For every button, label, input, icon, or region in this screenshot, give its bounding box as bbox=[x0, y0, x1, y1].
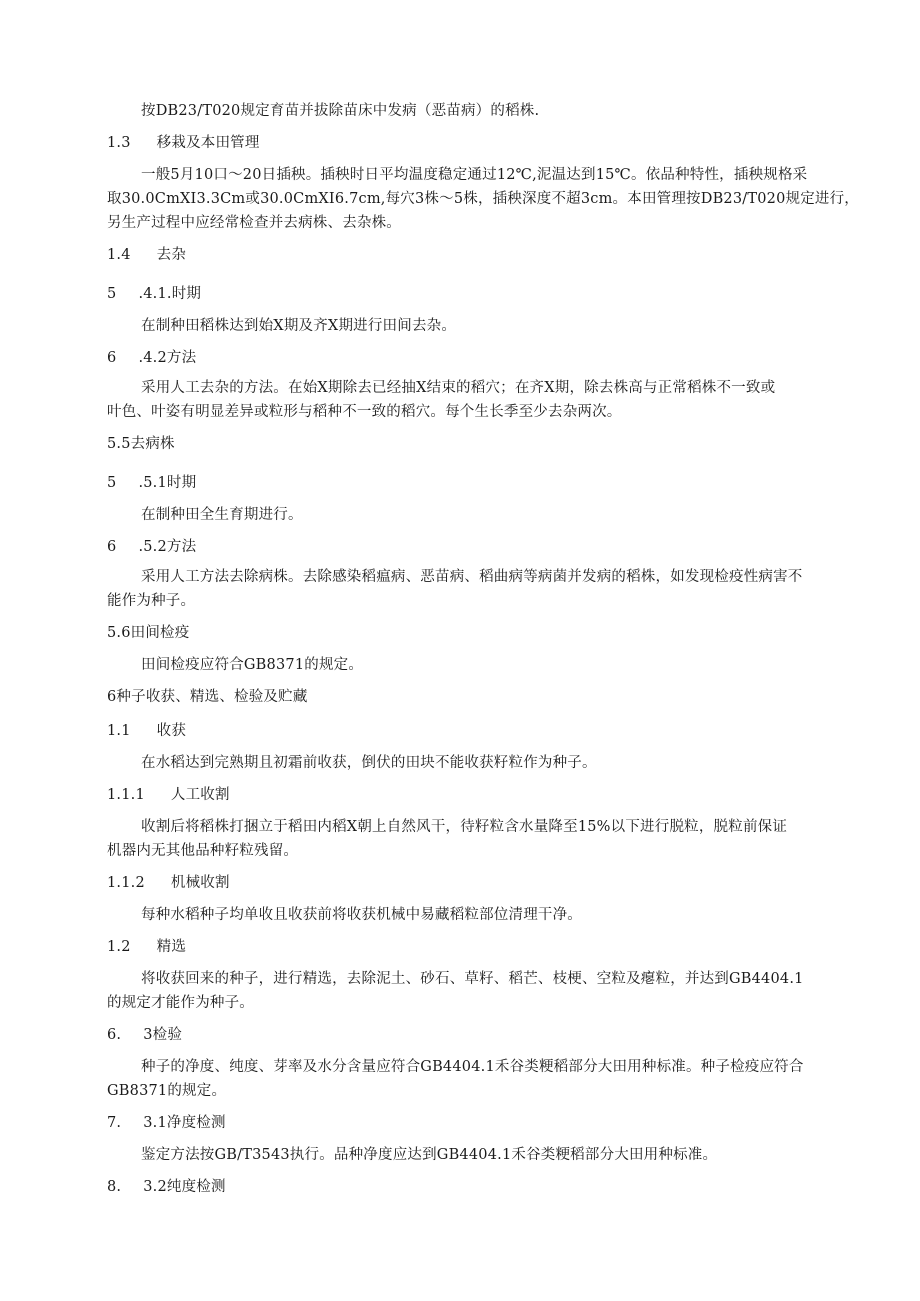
section-title: .4.2方法 bbox=[138, 350, 197, 366]
section-title: 移栽及本田管理 bbox=[156, 135, 260, 151]
paragraph-1-2-line-2: 的规定才能作为种子。 bbox=[107, 995, 254, 1011]
section-heading-5-2 bbox=[107, 537, 196, 557]
paragraph-1-1-1-line-1: 收割后将稻株打捆立于稻田内稻X朝上自然风干，待籽粒含水量降至15%以下进行脱粒，脱粒前保证 bbox=[141, 819, 788, 835]
section-heading-5-6: 5.6田间检疫 bbox=[107, 625, 190, 641]
section-heading-4-2 bbox=[107, 348, 196, 368]
section-number: 1.3 bbox=[107, 135, 131, 151]
paragraph-5-2-line-1: 采用人工方法去除病株。去除感染稻瘟病、恶苗病、稻曲病等病菌并发病的稻株，如发现检疫性病害不 bbox=[141, 569, 803, 585]
paragraph-1-3-line-1: 一般5月10口～20日插秧。插秧时日平均温度稳定通过12℃,泥温达到15℃。依品种特性，插秧规格采 bbox=[141, 167, 808, 183]
section-heading-5-5: 5.5去病株 bbox=[107, 436, 175, 452]
section-title: 收获 bbox=[156, 723, 187, 739]
section-heading-1-4 bbox=[107, 245, 186, 265]
section-heading-5-1 bbox=[107, 473, 196, 493]
paragraph-1-3-line-3: 另生产过程中应经常检查并去病株、去杂株。 bbox=[107, 215, 401, 231]
paragraph-4-2-line-2: 叶色、叶姿有明显差异或粒形与稻种不一致的稻穴。每个生长季至少去杂两次。 bbox=[107, 404, 622, 420]
section-number: 8. bbox=[107, 1179, 122, 1195]
section-heading-6-3 bbox=[107, 1025, 182, 1045]
paragraph-1-1: 在水稻达到完熟期且初霜前收获，倒伏的田块不能收获籽粒作为种子。 bbox=[141, 755, 597, 771]
chapter-heading-6: 6种子收获、精选、检验及贮藏 bbox=[107, 689, 308, 705]
paragraph-3-1: 鉴定方法按GB/T3543执行。品种净度应达到GB4404.1禾谷类粳稻部分大田用种标准。 bbox=[141, 1147, 718, 1163]
paragraph-4-1: 在制种田稻株达到始X期及齐X期进行田间去杂。 bbox=[141, 318, 457, 334]
section-heading-1-1-2 bbox=[107, 873, 230, 893]
section-number: 7. bbox=[107, 1115, 122, 1131]
section-title: 精选 bbox=[156, 939, 187, 955]
section-title: .4.1.时期 bbox=[138, 286, 202, 302]
paragraph-4-2-line-1: 采用人工去杂的方法。在始X期除去已经抽X结束的稻穴；在齐X期，除去株高与正常稻株不一致或 bbox=[141, 380, 776, 396]
section-heading-1-1 bbox=[107, 721, 186, 741]
section-number: 1.2 bbox=[107, 939, 131, 955]
section-title: 3.1净度检测 bbox=[143, 1115, 226, 1131]
paragraph-6-3-line-2: GB8371的规定。 bbox=[107, 1083, 227, 1099]
section-heading-1-2 bbox=[107, 937, 186, 957]
section-title: .5.2方法 bbox=[138, 539, 197, 555]
section-heading-3-1 bbox=[107, 1113, 226, 1133]
section-title: 机械收割 bbox=[170, 875, 230, 891]
paragraph-5-6: 田间检疫应符合GB8371的规定。 bbox=[141, 657, 364, 673]
section-number: 6 bbox=[107, 350, 117, 366]
section-number: 1.1.1 bbox=[107, 787, 145, 803]
section-number: 1.1.2 bbox=[107, 875, 145, 891]
section-title: 人工收割 bbox=[170, 787, 230, 803]
paragraph-5-2-line-2: 能作为种子。 bbox=[107, 593, 196, 609]
paragraph-1-1-2: 每种水稻种子均单收且收获前将收获机械中易藏稻粒部位清理干净。 bbox=[141, 907, 582, 923]
section-heading-1-1-1 bbox=[107, 785, 230, 805]
section-heading-1-3 bbox=[107, 133, 260, 153]
section-number: 6 bbox=[107, 539, 117, 555]
section-heading-4-1 bbox=[107, 284, 201, 304]
section-title: 3检验 bbox=[143, 1027, 183, 1043]
section-number: 1.4 bbox=[107, 247, 131, 263]
section-number: 5 bbox=[107, 286, 117, 302]
paragraph-5-1: 在制种田全生育期进行。 bbox=[141, 507, 303, 523]
section-number: 5 bbox=[107, 475, 117, 491]
section-heading-3-2 bbox=[107, 1177, 226, 1197]
paragraph-1-2-line-1: 将收获回来的种子，进行精选，去除泥土、砂石、草籽、稻芒、枝梗、空粒及瘪粒，并达到GB4404.1 bbox=[141, 971, 804, 987]
section-number: 1.1 bbox=[107, 723, 131, 739]
paragraph-1-3-line-2: 取30.0CmXI3.3Cm或30.0CmXI6.7cm,每穴3株～5株，插秧深度不超3cm。本田管理按DB23/T020规定进行， bbox=[107, 191, 860, 207]
section-title: 3.2纯度检测 bbox=[143, 1179, 226, 1195]
section-title: .5.1时期 bbox=[138, 475, 197, 491]
paragraph-6-3-line-1: 种子的净度、纯度、芽率及水分含量应符合GB4404.1禾谷类粳稻部分大田用种标准。种子检疫应符合 bbox=[141, 1059, 804, 1075]
paragraph-intro: 按DB23/T020规定育苗并拔除苗床中发病（恶苗病）的稻株. bbox=[141, 103, 540, 119]
paragraph-1-1-1-line-2: 机器内无其他品种籽粒残留。 bbox=[107, 843, 299, 859]
section-title: 去杂 bbox=[156, 247, 187, 263]
section-number: 6. bbox=[107, 1027, 122, 1043]
